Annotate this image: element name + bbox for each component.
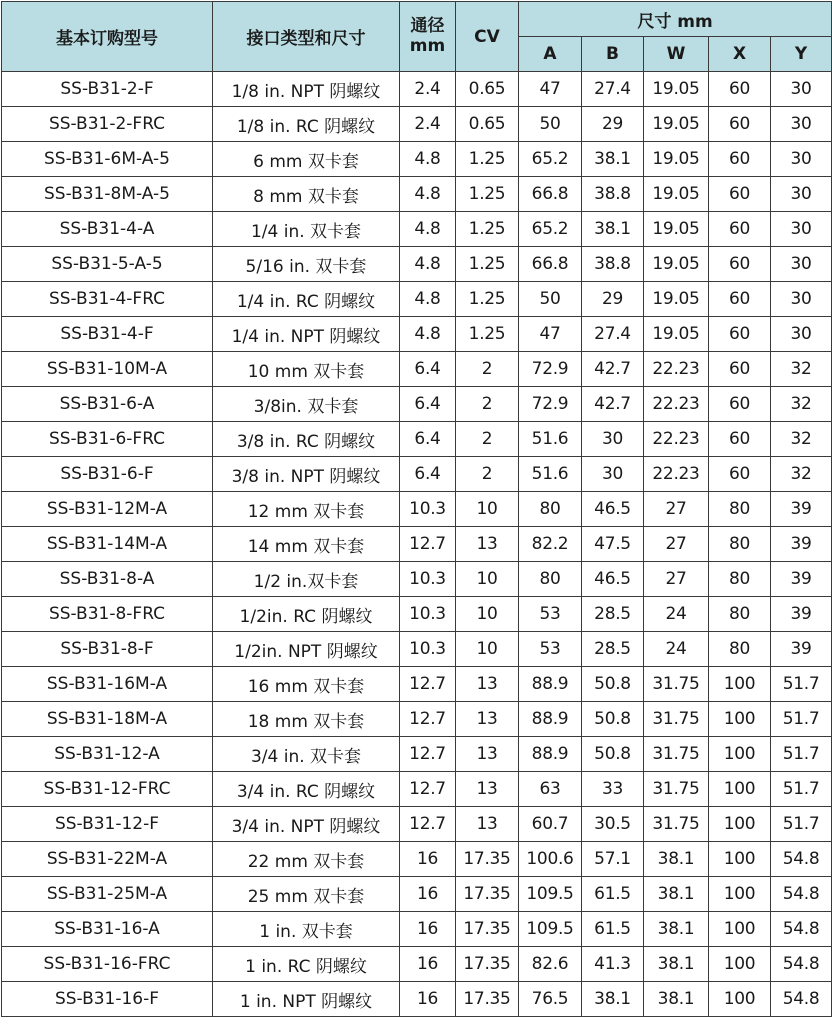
table-row xyxy=(2,492,832,527)
cell-dim-x: 60 xyxy=(709,387,771,422)
cell-orifice: 16 xyxy=(400,947,456,982)
cell-cv: 10 xyxy=(456,492,519,527)
cell-dim-y: 39 xyxy=(771,597,832,632)
table-row xyxy=(2,772,832,807)
cell-cv: 13 xyxy=(456,772,519,807)
cell-connection: 1/2in. RC 阴螺纹 xyxy=(213,597,400,632)
cell-dim-x: 60 xyxy=(709,72,771,107)
cell-connection: 1/2 in.双卡套 xyxy=(213,562,400,597)
table-row xyxy=(2,72,832,107)
cell-cv: 2 xyxy=(456,457,519,492)
cell-connection: 1/4 in. RC 阴螺纹 xyxy=(213,282,400,317)
cell-connection: 10 mm 双卡套 xyxy=(213,352,400,387)
cell-dim-y: 39 xyxy=(771,632,832,667)
cell-dim-w: 31.75 xyxy=(644,702,709,737)
cell-dim-b: 42.7 xyxy=(582,352,644,387)
cell-dim-w: 22.23 xyxy=(644,387,709,422)
cell-cv: 0.65 xyxy=(456,72,519,107)
cell-orifice: 4.8 xyxy=(400,142,456,177)
cell-orifice: 10.3 xyxy=(400,492,456,527)
table-row xyxy=(2,667,832,702)
table-row xyxy=(2,457,832,492)
cell-orifice: 10.3 xyxy=(400,597,456,632)
cell-model: SS-B31-12-F xyxy=(2,807,213,842)
cell-cv: 10 xyxy=(456,632,519,667)
cell-dim-b: 41.3 xyxy=(582,947,644,982)
cell-dim-x: 100 xyxy=(709,842,771,877)
cell-dim-a: 47 xyxy=(519,317,582,352)
cell-orifice: 4.8 xyxy=(400,317,456,352)
header-orifice xyxy=(400,2,456,72)
cell-orifice: 6.4 xyxy=(400,352,456,387)
cell-cv: 17.35 xyxy=(456,877,519,912)
cell-orifice: 16 xyxy=(400,877,456,912)
cell-cv: 13 xyxy=(456,807,519,842)
cell-dim-b: 38.1 xyxy=(582,982,644,1017)
header-dim-w: W xyxy=(644,37,709,72)
cell-dim-b: 47.5 xyxy=(582,527,644,562)
cell-dim-w: 31.75 xyxy=(644,772,709,807)
cell-dim-w: 27 xyxy=(644,562,709,597)
cell-cv: 13 xyxy=(456,702,519,737)
table-row xyxy=(2,142,832,177)
cell-dim-a: 88.9 xyxy=(519,702,582,737)
cell-dim-x: 80 xyxy=(709,632,771,667)
cell-dim-w: 38.1 xyxy=(644,877,709,912)
cell-dim-w: 22.23 xyxy=(644,457,709,492)
cell-dim-b: 42.7 xyxy=(582,387,644,422)
cell-dim-y: 39 xyxy=(771,492,832,527)
cell-dim-x: 100 xyxy=(709,702,771,737)
cell-dim-b: 50.8 xyxy=(582,702,644,737)
cell-cv: 1.25 xyxy=(456,212,519,247)
cell-dim-b: 30 xyxy=(582,457,644,492)
cell-dim-a: 63 xyxy=(519,772,582,807)
cell-dim-a: 72.9 xyxy=(519,352,582,387)
cell-dim-b: 27.4 xyxy=(582,317,644,352)
valve-spec-table xyxy=(1,1,832,1017)
cell-dim-y: 32 xyxy=(771,387,832,422)
cell-dim-w: 19.05 xyxy=(644,72,709,107)
cell-dim-x: 80 xyxy=(709,562,771,597)
table-row xyxy=(2,387,832,422)
cell-dim-x: 60 xyxy=(709,457,771,492)
cell-dim-x: 100 xyxy=(709,877,771,912)
cell-cv: 1.25 xyxy=(456,177,519,212)
cell-dim-b: 46.5 xyxy=(582,492,644,527)
header-dim-b: B xyxy=(582,37,644,72)
cell-orifice: 12.7 xyxy=(400,527,456,562)
cell-dim-x: 60 xyxy=(709,282,771,317)
cell-dim-a: 88.9 xyxy=(519,737,582,772)
table-row xyxy=(2,877,832,912)
cell-dim-b: 61.5 xyxy=(582,877,644,912)
cell-dim-w: 22.23 xyxy=(644,422,709,457)
cell-connection: 25 mm 双卡套 xyxy=(213,877,400,912)
cell-connection: 5/16 in. 双卡套 xyxy=(213,247,400,282)
header-orifice-label: 通径 mm xyxy=(409,15,446,56)
cell-model: SS-B31-6M-A-5 xyxy=(2,142,213,177)
cell-dim-y: 32 xyxy=(771,422,832,457)
cell-dim-a: 82.6 xyxy=(519,947,582,982)
cell-cv: 2 xyxy=(456,352,519,387)
cell-model: SS-B31-12M-A xyxy=(2,492,213,527)
cell-dim-w: 19.05 xyxy=(644,177,709,212)
cell-model: SS-B31-2-F xyxy=(2,72,213,107)
cell-dim-b: 27.4 xyxy=(582,72,644,107)
table-header xyxy=(2,2,832,72)
cell-dim-b: 38.1 xyxy=(582,142,644,177)
header-dimensions: 尺寸 mm xyxy=(519,2,832,37)
cell-connection: 1/2in. NPT 阴螺纹 xyxy=(213,632,400,667)
cell-cv: 17.35 xyxy=(456,912,519,947)
cell-dim-b: 29 xyxy=(582,282,644,317)
cell-connection: 3/8 in. RC 阴螺纹 xyxy=(213,422,400,457)
cell-dim-a: 66.8 xyxy=(519,247,582,282)
table-row xyxy=(2,107,832,142)
cell-connection: 3/8in. 双卡套 xyxy=(213,387,400,422)
cell-dim-a: 50 xyxy=(519,107,582,142)
table-row xyxy=(2,562,832,597)
cell-dim-x: 100 xyxy=(709,807,771,842)
cell-cv: 10 xyxy=(456,597,519,632)
cell-dim-b: 57.1 xyxy=(582,842,644,877)
cell-dim-w: 19.05 xyxy=(644,247,709,282)
header-dim-x: X xyxy=(709,37,771,72)
cell-connection: 3/4 in. RC 阴螺纹 xyxy=(213,772,400,807)
cell-model: SS-B31-4-F xyxy=(2,317,213,352)
cell-dim-a: 50 xyxy=(519,282,582,317)
cell-dim-w: 31.75 xyxy=(644,737,709,772)
cell-model: SS-B31-12-FRC xyxy=(2,772,213,807)
cell-dim-x: 60 xyxy=(709,317,771,352)
cell-dim-a: 72.9 xyxy=(519,387,582,422)
cell-dim-x: 100 xyxy=(709,912,771,947)
table-row xyxy=(2,632,832,667)
cell-dim-a: 53 xyxy=(519,632,582,667)
cell-dim-y: 30 xyxy=(771,72,832,107)
table-row xyxy=(2,807,832,842)
cell-dim-y: 30 xyxy=(771,107,832,142)
cell-dim-x: 100 xyxy=(709,737,771,772)
cell-dim-b: 46.5 xyxy=(582,562,644,597)
cell-dim-a: 65.2 xyxy=(519,142,582,177)
cell-dim-w: 19.05 xyxy=(644,107,709,142)
header-model: 基本订购型号 xyxy=(2,2,213,72)
cell-model: SS-B31-18M-A xyxy=(2,702,213,737)
cell-orifice: 16 xyxy=(400,982,456,1017)
cell-model: SS-B31-6-A xyxy=(2,387,213,422)
cell-dim-w: 38.1 xyxy=(644,912,709,947)
cell-dim-a: 80 xyxy=(519,492,582,527)
cell-dim-y: 30 xyxy=(771,212,832,247)
header-connection: 接口类型和尺寸 xyxy=(213,2,400,72)
cell-dim-y: 32 xyxy=(771,457,832,492)
cell-dim-x: 80 xyxy=(709,492,771,527)
cell-dim-w: 22.23 xyxy=(644,352,709,387)
cell-orifice: 6.4 xyxy=(400,457,456,492)
table-row xyxy=(2,352,832,387)
cell-dim-a: 82.2 xyxy=(519,527,582,562)
cell-dim-a: 47 xyxy=(519,72,582,107)
cell-orifice: 12.7 xyxy=(400,667,456,702)
cell-orifice: 6.4 xyxy=(400,422,456,457)
cell-orifice: 10.3 xyxy=(400,632,456,667)
cell-model: SS-B31-22M-A xyxy=(2,842,213,877)
cell-dim-y: 51.7 xyxy=(771,702,832,737)
cell-orifice: 4.8 xyxy=(400,247,456,282)
cell-dim-b: 38.8 xyxy=(582,247,644,282)
cell-orifice: 12.7 xyxy=(400,737,456,772)
cell-orifice: 4.8 xyxy=(400,212,456,247)
cell-connection: 16 mm 双卡套 xyxy=(213,667,400,702)
cell-dim-x: 60 xyxy=(709,177,771,212)
cell-orifice: 2.4 xyxy=(400,107,456,142)
cell-dim-y: 39 xyxy=(771,527,832,562)
cell-dim-b: 28.5 xyxy=(582,632,644,667)
table-row xyxy=(2,177,832,212)
cell-cv: 17.35 xyxy=(456,842,519,877)
cell-dim-a: 65.2 xyxy=(519,212,582,247)
cell-dim-b: 61.5 xyxy=(582,912,644,947)
cell-cv: 13 xyxy=(456,527,519,562)
cell-dim-b: 30.5 xyxy=(582,807,644,842)
table-row xyxy=(2,212,832,247)
cell-cv: 13 xyxy=(456,667,519,702)
cell-dim-a: 100.6 xyxy=(519,842,582,877)
cell-dim-x: 80 xyxy=(709,527,771,562)
table-row xyxy=(2,527,832,562)
cell-model: SS-B31-25M-A xyxy=(2,877,213,912)
cell-orifice: 6.4 xyxy=(400,387,456,422)
cell-dim-a: 51.6 xyxy=(519,422,582,457)
cell-connection: 6 mm 双卡套 xyxy=(213,142,400,177)
cell-model: SS-B31-16-F xyxy=(2,982,213,1017)
cell-model: SS-B31-14M-A xyxy=(2,527,213,562)
cell-connection: 12 mm 双卡套 xyxy=(213,492,400,527)
cell-model: SS-B31-10M-A xyxy=(2,352,213,387)
cell-dim-w: 24 xyxy=(644,632,709,667)
cell-orifice: 16 xyxy=(400,842,456,877)
table-row xyxy=(2,422,832,457)
cell-cv: 1.25 xyxy=(456,142,519,177)
cell-dim-y: 51.7 xyxy=(771,772,832,807)
cell-dim-x: 100 xyxy=(709,947,771,982)
cell-model: SS-B31-4-A xyxy=(2,212,213,247)
cell-connection: 18 mm 双卡套 xyxy=(213,702,400,737)
cell-dim-a: 51.6 xyxy=(519,457,582,492)
cell-dim-x: 60 xyxy=(709,422,771,457)
table-row xyxy=(2,597,832,632)
cell-model: SS-B31-8M-A-5 xyxy=(2,177,213,212)
cell-dim-x: 100 xyxy=(709,667,771,702)
cell-orifice: 4.8 xyxy=(400,177,456,212)
cell-connection: 3/4 in. NPT 阴螺纹 xyxy=(213,807,400,842)
cell-cv: 1.25 xyxy=(456,282,519,317)
cell-dim-b: 50.8 xyxy=(582,667,644,702)
cell-orifice: 12.7 xyxy=(400,807,456,842)
cell-dim-w: 19.05 xyxy=(644,282,709,317)
cell-dim-x: 60 xyxy=(709,107,771,142)
cell-model: SS-B31-16M-A xyxy=(2,667,213,702)
cell-cv: 1.25 xyxy=(456,317,519,352)
cell-dim-y: 51.7 xyxy=(771,807,832,842)
cell-model: SS-B31-5-A-5 xyxy=(2,247,213,282)
cell-dim-a: 109.5 xyxy=(519,877,582,912)
cell-dim-w: 31.75 xyxy=(644,807,709,842)
table-row xyxy=(2,982,832,1017)
cell-dim-b: 38.8 xyxy=(582,177,644,212)
cell-cv: 17.35 xyxy=(456,982,519,1017)
cell-dim-w: 19.05 xyxy=(644,317,709,352)
table-row xyxy=(2,912,832,947)
cell-dim-w: 31.75 xyxy=(644,667,709,702)
cell-model: SS-B31-16-A xyxy=(2,912,213,947)
cell-orifice: 4.8 xyxy=(400,282,456,317)
cell-dim-w: 19.05 xyxy=(644,212,709,247)
cell-connection: 1 in. RC 阴螺纹 xyxy=(213,947,400,982)
header-cv: CV xyxy=(456,2,519,72)
cell-model: SS-B31-6-FRC xyxy=(2,422,213,457)
table-row xyxy=(2,282,832,317)
cell-dim-y: 54.8 xyxy=(771,842,832,877)
table-row xyxy=(2,737,832,772)
cell-dim-a: 66.8 xyxy=(519,177,582,212)
cell-dim-y: 54.8 xyxy=(771,947,832,982)
cell-cv: 13 xyxy=(456,737,519,772)
cell-orifice: 16 xyxy=(400,912,456,947)
header-dim-a: A xyxy=(519,37,582,72)
cell-dim-w: 38.1 xyxy=(644,842,709,877)
cell-dim-a: 88.9 xyxy=(519,667,582,702)
cell-dim-w: 38.1 xyxy=(644,982,709,1017)
header-dim-y: Y xyxy=(771,37,832,72)
table-row xyxy=(2,947,832,982)
cell-cv: 17.35 xyxy=(456,947,519,982)
cell-dim-y: 30 xyxy=(771,317,832,352)
cell-dim-y: 30 xyxy=(771,142,832,177)
cell-orifice: 12.7 xyxy=(400,772,456,807)
cell-dim-b: 28.5 xyxy=(582,597,644,632)
cell-dim-y: 54.8 xyxy=(771,877,832,912)
cell-dim-a: 60.7 xyxy=(519,807,582,842)
cell-connection: 3/4 in. 双卡套 xyxy=(213,737,400,772)
cell-model: SS-B31-12-A xyxy=(2,737,213,772)
table-row xyxy=(2,247,832,282)
table-body xyxy=(2,72,832,1017)
cell-model: SS-B31-4-FRC xyxy=(2,282,213,317)
cell-dim-y: 39 xyxy=(771,562,832,597)
cell-dim-b: 30 xyxy=(582,422,644,457)
cell-dim-x: 60 xyxy=(709,352,771,387)
cell-connection: 3/8 in. NPT 阴螺纹 xyxy=(213,457,400,492)
cell-connection: 8 mm 双卡套 xyxy=(213,177,400,212)
cell-dim-b: 38.1 xyxy=(582,212,644,247)
cell-dim-y: 51.7 xyxy=(771,737,832,772)
cell-dim-x: 80 xyxy=(709,597,771,632)
cell-dim-x: 60 xyxy=(709,212,771,247)
cell-dim-x: 100 xyxy=(709,982,771,1017)
cell-dim-w: 27 xyxy=(644,527,709,562)
cell-dim-x: 100 xyxy=(709,772,771,807)
cell-connection: 1/4 in. NPT 阴螺纹 xyxy=(213,317,400,352)
cell-dim-w: 19.05 xyxy=(644,142,709,177)
cell-cv: 10 xyxy=(456,562,519,597)
cell-dim-y: 54.8 xyxy=(771,912,832,947)
cell-connection: 22 mm 双卡套 xyxy=(213,842,400,877)
table-row xyxy=(2,317,832,352)
cell-dim-a: 109.5 xyxy=(519,912,582,947)
cell-connection: 1 in. NPT 阴螺纹 xyxy=(213,982,400,1017)
cell-dim-a: 53 xyxy=(519,597,582,632)
cell-model: SS-B31-6-F xyxy=(2,457,213,492)
cell-dim-a: 80 xyxy=(519,562,582,597)
cell-dim-y: 32 xyxy=(771,352,832,387)
cell-dim-b: 33 xyxy=(582,772,644,807)
cell-dim-a: 76.5 xyxy=(519,982,582,1017)
table-row xyxy=(2,702,832,737)
cell-model: SS-B31-16-FRC xyxy=(2,947,213,982)
table-row xyxy=(2,842,832,877)
cell-orifice: 2.4 xyxy=(400,72,456,107)
cell-dim-x: 60 xyxy=(709,142,771,177)
cell-orifice: 10.3 xyxy=(400,562,456,597)
cell-model: SS-B31-2-FRC xyxy=(2,107,213,142)
cell-dim-w: 27 xyxy=(644,492,709,527)
cell-cv: 2 xyxy=(456,422,519,457)
cell-dim-b: 29 xyxy=(582,107,644,142)
cell-cv: 2 xyxy=(456,387,519,422)
cell-orifice: 12.7 xyxy=(400,702,456,737)
cell-connection: 1 in. 双卡套 xyxy=(213,912,400,947)
cell-connection: 14 mm 双卡套 xyxy=(213,527,400,562)
cell-dim-y: 30 xyxy=(771,177,832,212)
cell-cv: 0.65 xyxy=(456,107,519,142)
cell-cv: 1.25 xyxy=(456,247,519,282)
cell-model: SS-B31-8-FRC xyxy=(2,597,213,632)
cell-dim-y: 54.8 xyxy=(771,982,832,1017)
cell-connection: 1/8 in. NPT 阴螺纹 xyxy=(213,72,400,107)
cell-model: SS-B31-8-A xyxy=(2,562,213,597)
cell-dim-w: 24 xyxy=(644,597,709,632)
cell-dim-y: 30 xyxy=(771,247,832,282)
cell-dim-y: 30 xyxy=(771,282,832,317)
cell-dim-w: 38.1 xyxy=(644,947,709,982)
cell-connection: 1/8 in. RC 阴螺纹 xyxy=(213,107,400,142)
cell-dim-b: 50.8 xyxy=(582,737,644,772)
cell-dim-x: 60 xyxy=(709,247,771,282)
cell-model: SS-B31-8-F xyxy=(2,632,213,667)
cell-connection: 1/4 in. 双卡套 xyxy=(213,212,400,247)
cell-dim-y: 51.7 xyxy=(771,667,832,702)
